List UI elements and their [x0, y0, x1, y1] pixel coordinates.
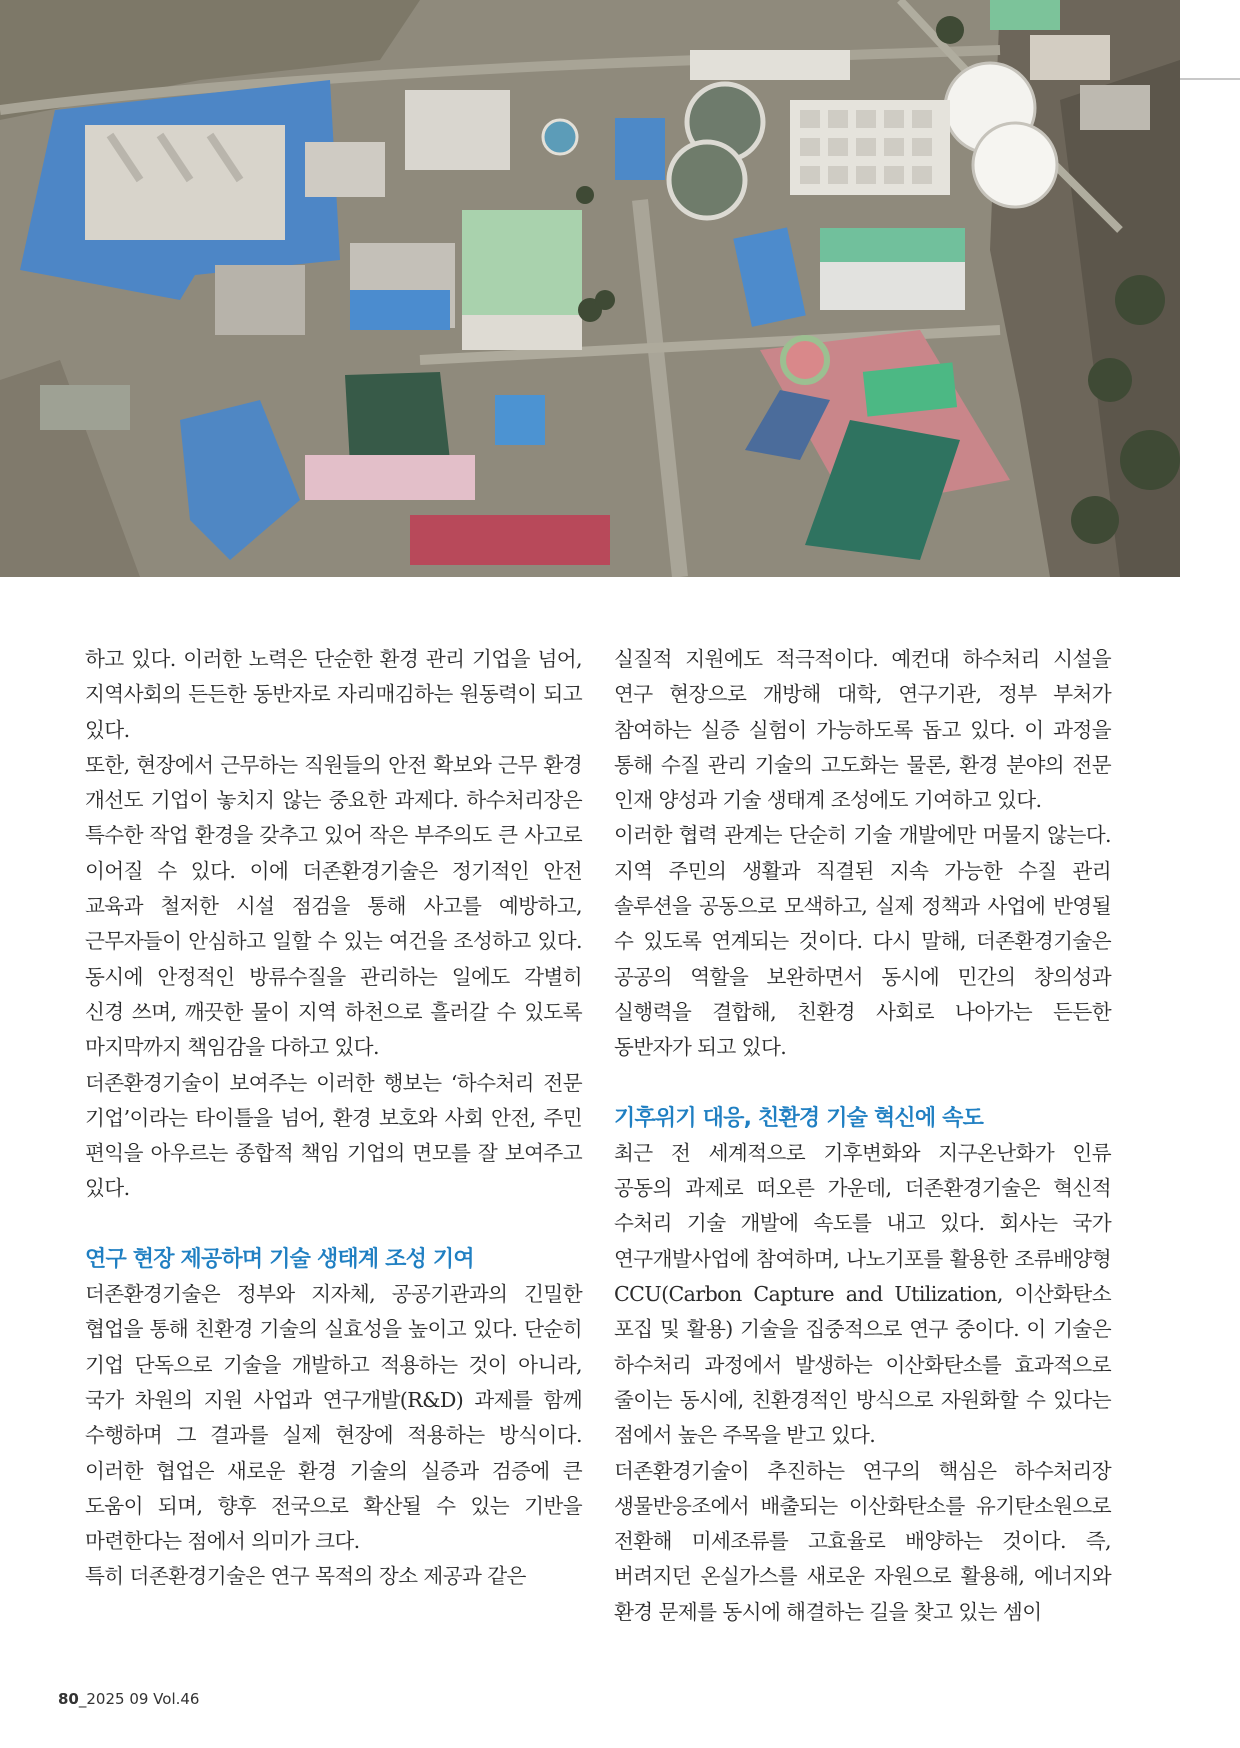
body-paragraph: 더존환경기술이 추진하는 연구의 핵심은 하수처리장 생물반응조에서 배출되는 이산화탄소를 유기탄소원으로 전환해 미세조류를 고효율로 배양하는 것이다. 즉, 버려지던 온실가스를 새로운 자원으로 활용해, 에너지와 환경 문제를 동시에 해결하는 길을 찾고 있는 셈이 — [614, 1458, 1111, 1624]
body-paragraph: 실질적 지원에도 적극적이다. 예컨대 하수처리 시설을 연구 현장으로 개방해 대학, 연구기관, 정부 부처가 참여하는 실증 실험이 가능하도록 돕고 있다. 이 과정을 통해 수질 관리 기술의 고도화는 물론, 환경 분야의 전문 인재 양성과 기술 생태계 조성에도 기여하고 있다. — [614, 647, 1111, 813]
right-column — [614, 642, 1111, 1630]
issue-info: _2025 09 Vol.46 — [78, 1690, 200, 1708]
left-column — [85, 642, 582, 1595]
page-number: 80 — [58, 1690, 79, 1708]
body-paragraph: 이러한 협력 관계는 단순히 기술 개발에만 머물지 않는다. 지역 주민의 생활과 직결된 지속 가능한 수질 관리 솔루션을 공동으로 모색하고, 실제 정책과 사업에 반영될 수 있도록 연계되는 것이다. 다시 말해, 더존환경기술은 공공의 역할을 보완하면서 동시에 민간의 창의성과 실행력을 결합해, 친환경 사회로 나아가는 든든한 동반자가 되고 있다. — [614, 823, 1111, 1060]
margin-rule — [1180, 78, 1240, 80]
section-heading: 연구 현장 제공하며 기술 생태계 조성 기여 — [85, 1246, 474, 1272]
body-paragraph: 더존환경기술은 정부와 지자체, 공공기관과의 긴밀한 협업을 통해 친환경 기술의 실효성을 높이고 있다. 단순히 기업 단독으로 기술을 개발하고 적용하는 것이 아니라, 국가 차원의 지원 사업과 연구개발(R&D) 과제를 함께 수행하며 그 결과를 실제 현장에 적용하는 방식이다. 이러한 협업은 새로운 환경 기술의 실증과 검증에 큰 도움이 되며, 향후 전국으로 확산될 수 있는 기반을 마련한다는 점에서 의미가 크다. — [85, 1282, 582, 1554]
section-heading: 기후위기 대응, 친환경 기술 혁신에 속도 — [614, 1105, 984, 1131]
body-paragraph: 최근 전 세계적으로 기후변화와 지구온난화가 인류 공동의 과제로 떠오른 가운데, 더존환경기술은 혁신적 수처리 기술 개발에 속도를 내고 있다. 회사는 국가 연구개발사업에 참여하며, 나노기포를 활용한 조류배양형 CCU(Carbon Capture and Utilization, 이산화탄소 포집 및 활용) 기술을 집중적으로 연구 중이다. 이 기술은 하수처리 과정에서 발생하는 이산화탄소를 효과적으로 줄이는 동시에, 친환경적인 방식으로 자원화할 수 있다는 점에서 높은 주목을 받고 있다. — [614, 1140, 1111, 1448]
body-paragraph: 더존환경기술이 보여주는 이러한 행보는 ‘하수처리 전문 기업’이라는 타이틀을 넘어, 환경 보호와 사회 안전, 주민 편익을 아우르는 종합적 책임 기업의 면모를 잘 보여주고 있다. — [85, 1070, 582, 1201]
body-paragraph: 특히 더존환경기술은 연구 목적의 장소 제공과 같은 — [85, 1564, 526, 1589]
page-footer — [58, 1690, 199, 1708]
aerial-photo — [0, 0, 1180, 577]
body-paragraph: 하고 있다. 이러한 노력은 단순한 환경 관리 기업을 넘어, 지역사회의 든든한 동반자로 자리매김하는 원동력이 되고 있다. — [85, 647, 582, 742]
body-paragraph: 또한, 현장에서 근무하는 직원들의 안전 확보와 근무 환경 개선도 기업이 놓치지 않는 중요한 과제다. 하수처리장은 특수한 작업 환경을 갖추고 있어 작은 부주의도 큰 사고로 이어질 수 있다. 이에 더존환경기술은 정기적인 안전 교육과 철저한 시설 점검을 통해 사고를 예방하고, 근무자들이 안심하고 일할 수 있는 여건을 조성하고 있다. 동시에 안정적인 방류수질을 관리하는 일에도 각별히 신경 쓰며, 깨끗한 물이 지역 하천으로 흘러갈 수 있도록 마지막까지 책임감을 다하고 있다. — [85, 752, 582, 1060]
